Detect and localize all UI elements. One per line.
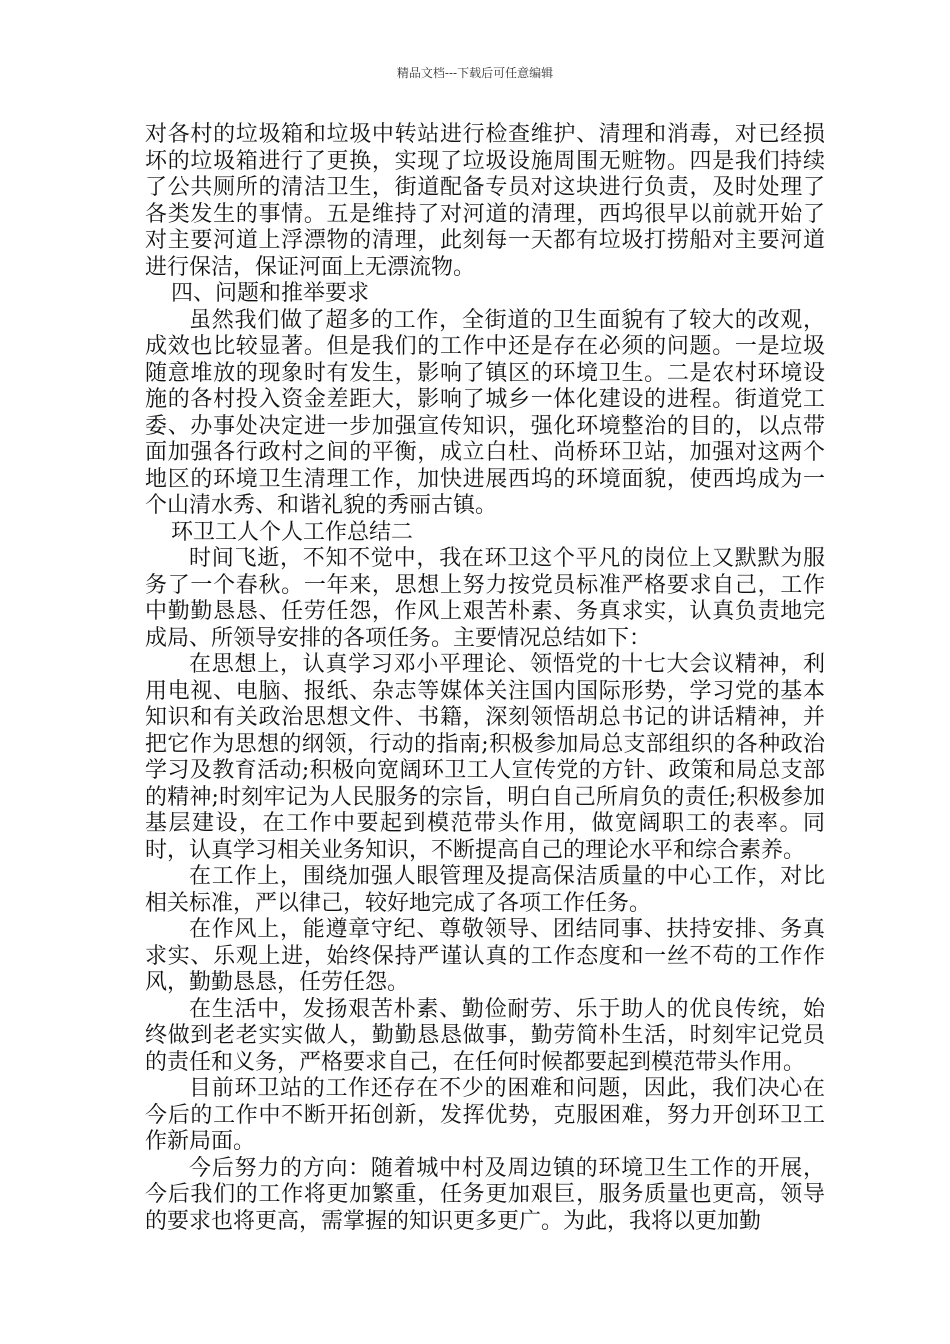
document-body — [145, 122, 825, 1235]
section-heading-summary-two: 环卫工人个人工作总结二 — [171, 519, 414, 545]
paragraph-continuation: 对各村的垃圾箱和垃圾中转站进行检查维护、清理和消毒，对已经损坏的垃圾箱进行了更换，实现了垃圾设施周围无赃物。四是我们持续了公共厕所的清洁卫生，街道配备专员对这块进行负责，及时处理了各类发生的事情。五是维持了对河道的清理，西坞很早以前就开始了对主要河道上浮漂物的清理，此刻每一天都有垃圾打捞船对主要河道进行保洁，保证河面上无漂流物。 — [145, 122, 825, 280]
section-heading-problems: 四、问题和推举要求 — [171, 281, 370, 306]
page-header: 精品文档---下载后可任意编辑 — [396, 66, 554, 80]
paragraph-problems: 虽然我们做了超多的工作，全街道的卫生面貌有了较大的改观，成效也比较显著。但是我们的工作中还是存在必须的问题。一是垃圾随意堆放的现象时有发生，影响了镇区的环境卫生。二是农村环境设施的各村投入资金差距大，影响了城乡一体化建设的进程。街道党工委、办事处决定进一步加强宣传知识，强化环境整治的目的，以点带面加强各行政村之间的平衡，成立白杜、尚桥环卫站，加强对这两个地区的环境卫生清理工作，加快进展西坞的环境面貌，使西坞成为一个山清水秀、和谐礼貌的秀丽古镇。 — [145, 307, 825, 518]
paragraph-direction: 今后努力的方向：随着城中村及周边镇的环境卫生工作的开展，今后我们的工作将更加繁重，任务更加艰巨，服务质量也更高，领导的要求也将更高，需掌握的知识更多更广。为此，我将以更加勤 — [145, 1155, 825, 1234]
paragraph-work: 在工作上，围绕加强人眼管理及提高保洁质量的中心工作，对比相关标准，严以律己，较好地完成了各项工作任务。 — [145, 864, 825, 916]
paragraph-intro: 时间飞逝，不知不觉中，我在环卫这个平凡的岗位上又默默为服务了一个春秋。一年来，思想上努力按党员标准严格要求自己，工作中勤勤恳恳、任劳任怨，作风上艰苦朴素、务真求实，认真负责地完成局、所领导安排的各项任务。主要情况总结如下： — [145, 546, 825, 651]
paragraph-thought: 在思想上，认真学习邓小平理论、领悟党的十七大会议精神，利用电视、电脑、报纸、杂志等媒体关注国内国际形势，学习党的基本知识和有关政治思想文件、书籍，深刻领悟胡总书记的讲话精神，并把它作为思想的纲领，行动的指南;积极参加局总支部组织的各种政治学习及教育活动;积极向宽阔环卫工人宣传党的方针、政策和局总支部的精神;时刻牢记为人民服务的宗旨，明白自己所肩负的责任;积极参加基层建设，在工作中要起到模范带头作用，做宽阔职工的表率。同时，认真学习相关业务知识，不断提高自己的理论水平和综合素养。 — [145, 652, 825, 863]
paragraph-style: 在作风上，能遵章守纪、尊敬领导、团结同事、扶持安排、务真求实、乐观上进，始终保持严谨认真的工作态度和一丝不苟的工作作风，勤勤恳恳，任劳任怨。 — [145, 917, 825, 995]
paragraph-difficulties: 目前环卫站的工作还存在不少的困难和问题，因此，我们决心在今后的工作中不断开拓创新，发挥优势，克服困难，努力开创环卫工作新局面。 — [145, 1076, 825, 1154]
paragraph-life: 在生活中，发扬艰苦朴素、勤俭耐劳、乐于助人的优良传统，始终做到老老实实做人，勤勤恳恳做事，勤劳简朴生活，时刻牢记党员的责任和义务，严格要求自己，在任何时候都要起到模范带头作用。 — [145, 996, 825, 1075]
